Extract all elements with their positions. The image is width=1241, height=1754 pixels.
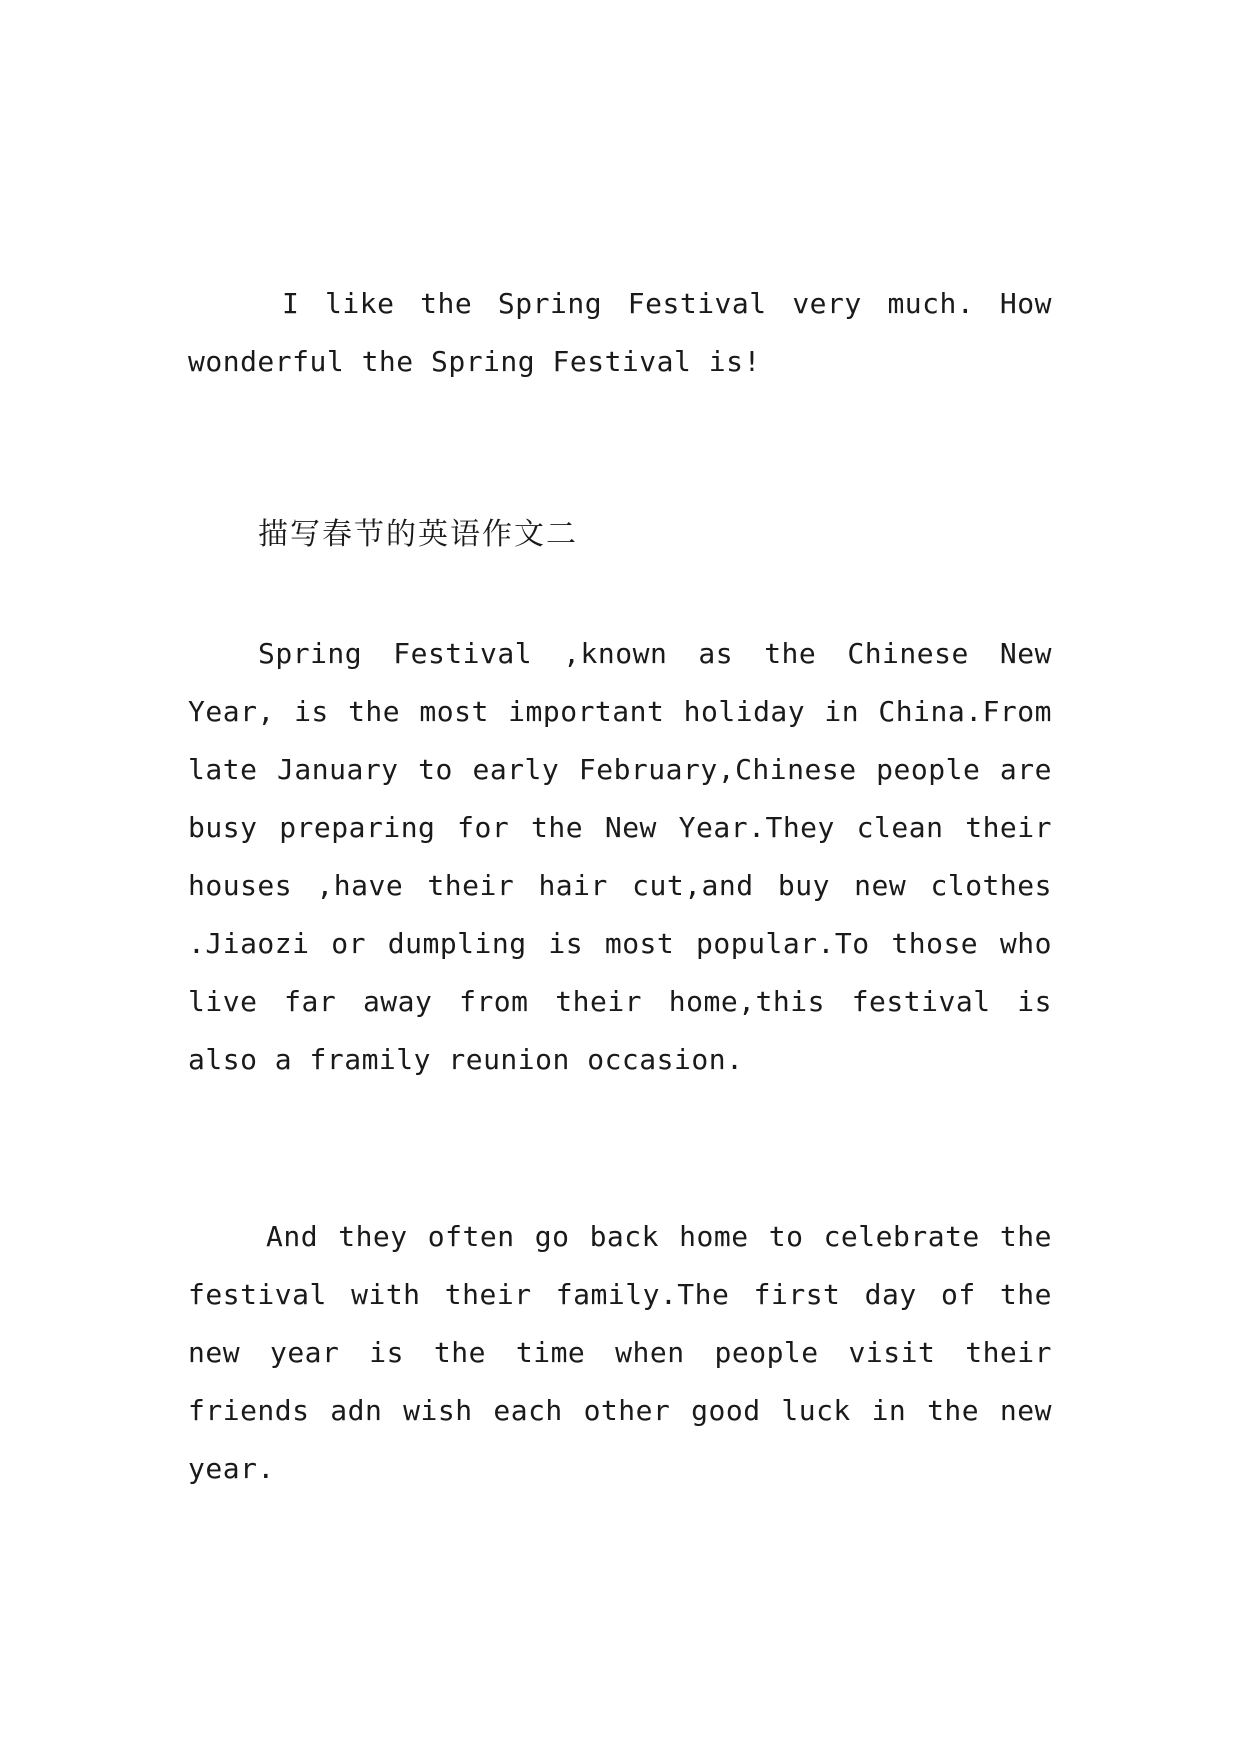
paragraph-celebration: And they often go back home to celebrate the festival with their family.The first day of the new year is the time when people visit their friends adn wish each other good luck in the new year. [188,1220,1052,1485]
section-heading: 描写春节的英语作文二 [258,517,578,552]
paragraph-spring-festival: Spring Festival ,known as the Chinese New Year, is the most important holiday in China.From late January to early February,Chinese people are busy preparing for the New Year.They clean their houses ,have their hair cut,and buy new clothes .Jiaozi or dumpling is most popular.To those who live far away from their home,this festival is also a framily reunion occasion. [188,637,1052,1076]
paragraph-intro: I like the Spring Festival very much. How wonderful the Spring Festival is! [188,287,1052,378]
